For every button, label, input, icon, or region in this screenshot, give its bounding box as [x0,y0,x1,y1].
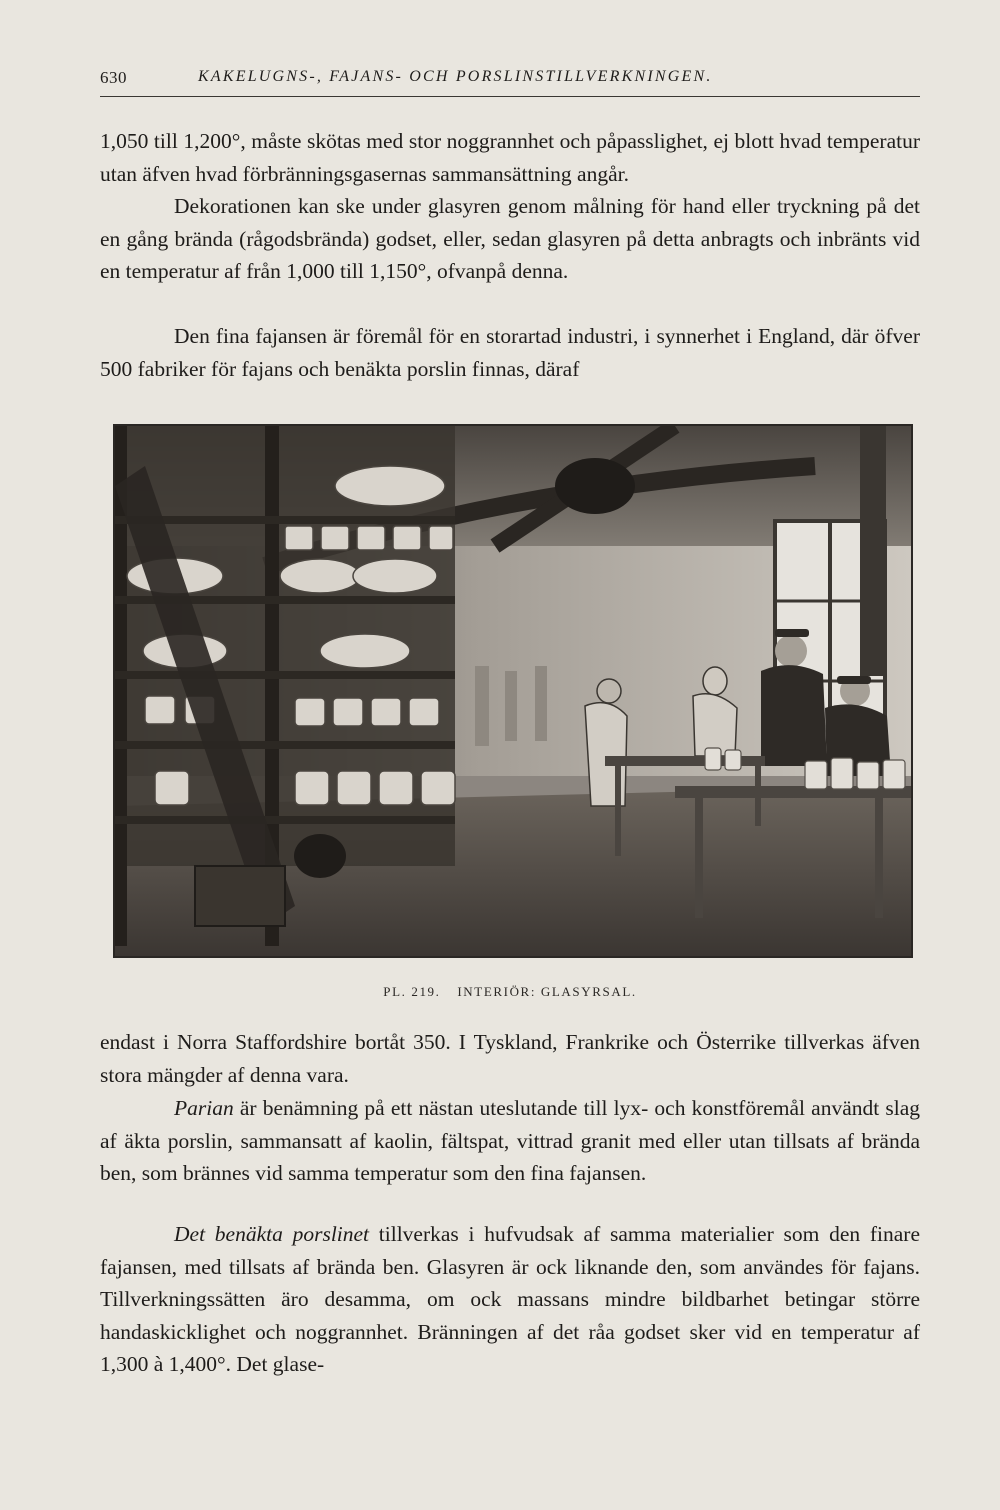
paragraph-bone-china [100,1218,920,1381]
parian-description: är benämning på ett nästan uteslutande till lyx- och konstföremål användt slag af äkta porslin, sammansatt af kaolin, fältspat, vittrad granit med eller utan tillsats af brända ben, som brännes vid samma temperatur som den fina fajansen. [100,1096,920,1185]
paragraph-fine-faience: Den fina fajansen är föremål för en storartad industri, i synnerhet i England, där öfver 500 fabriker för fajans och benäkta porslin finnas, däraf [100,324,920,381]
plate-number: PL. 219. [383,984,441,999]
photo-plate-glazing-room [113,424,913,958]
running-head: KAKELUGNS-, FAJANS- OCH PORSLINSTILLVERKNINGEN. [198,68,713,85]
glazing-room-photograph [115,426,911,956]
term-benakta-porslin: Det benäkta porslinet [174,1222,370,1246]
bone-china-description: tillverkas i hufvudsak af samma materialier som den finare fajansen, med tillsats af brända ben. Glasyren är ock liknande den, som användes för fajans. Tillverkningssätten äro desamma, om ock massans mindre bildbarhet betingar större handaskicklighet och noggrannhet. Bränningen af det råa godset sker vid en temperatur af 1,300 à 1,400°. Det glase- [100,1222,920,1376]
paragraph-staffordshire: endast i Norra Staffordshire bortåt 350. I Tyskland, Frankrike och Österrike tillverkas äfven stora mängder af denna vara. [100,1030,920,1087]
page-number: 630 [100,68,127,87]
plate-caption [100,984,920,1000]
plate-title: INTERIÖR: GLASYRSAL. [457,984,637,999]
paragraph-decoration: Dekorationen kan ske under glasyren genom målning för hand eller tryckning på det en gång brända (rågodsbrända) godset, eller, sedan glasyren på detta anbragts och inbränts vid en temperatur af från 1,000 till 1,150°, ofvanpå denna. [100,194,920,283]
page-header [100,62,920,97]
paragraph-continuation: 1,050 till 1,200°, måste skötas med stor noggrannhet och påpasslighet, ej blott hvad temperatur utan äfven hvad förbränningsgasernas sammansättning angår. [100,129,920,186]
term-parian: Parian [174,1096,234,1120]
paragraph-parian [100,1092,920,1190]
